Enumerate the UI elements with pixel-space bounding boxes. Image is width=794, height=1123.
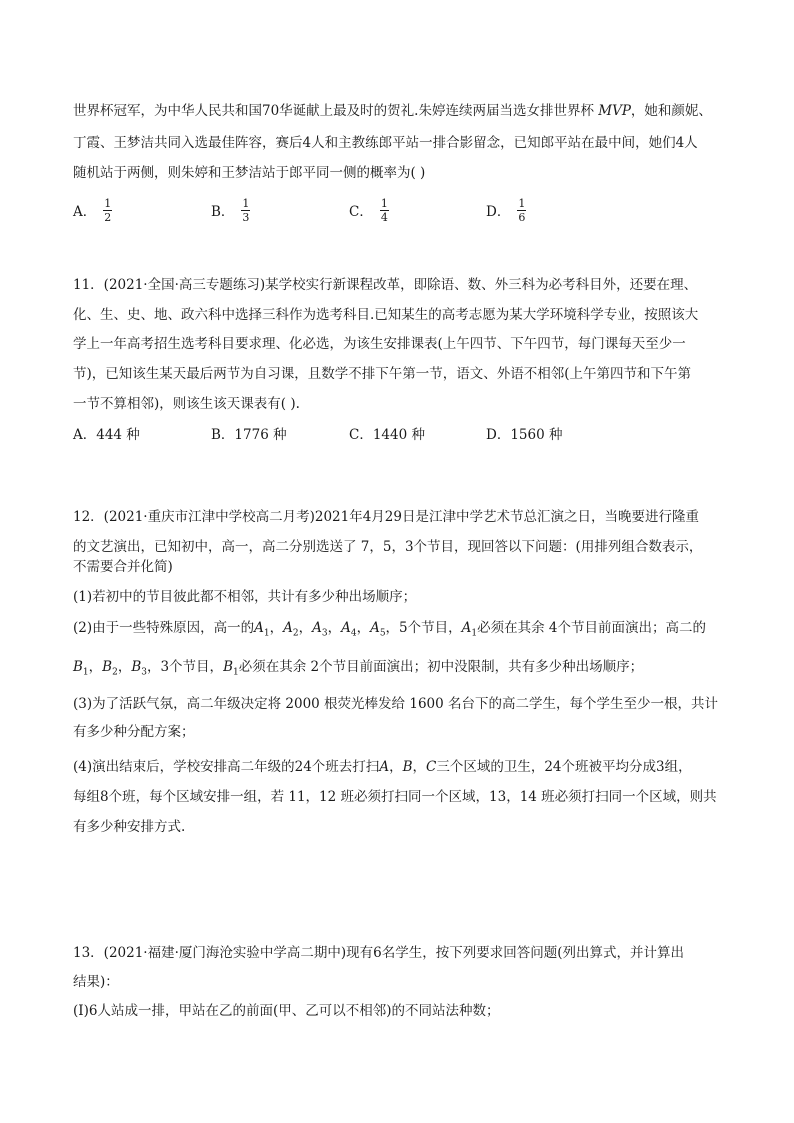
q13-line-2: 结果)： [73,974,119,990]
q11-line-5: 一节不算相邻)，则该生该天课表有( ). [73,396,300,412]
q10-option-c[interactable]: C． $\frac{1}{4}$ [349,196,388,224]
q11-line-1: 11．(2021·全国·高三专题练习)某学校实行新课程改革，即除语、数、外三科为必考科目外，还要在理、 [73,277,698,293]
q12-part-4-line-2: 每组8个班，每个区域安排一组，若 11，12 班必须打扫同一个区域，13，14 班必须打扫同一个区域，则共 [73,789,717,805]
q11-line-4: 节)，已知该生某天最后两节为自习课，且数学不排下午第一节，语文、外语不相邻(上午第四节和下午第 [73,366,692,382]
q12-part-2-line-2: $B_1$，$B_2$，$B_3$，3个节目，$B_1$必须在其余 2个节目前面演出；初中没限制，共有多少种出场顺序； [73,659,644,678]
q13-line-1: 13．(2021·福建·厦门海沧实验中学高二期中)现有6名学生，按下列要求回答问题(列出算式，并计算出 [73,945,685,961]
q12-part-4-line-3: 有多少种安排方式. [73,819,186,835]
q12-part-3-line-1: (3)为了活跃气氛，高二年级决定将 2000 根荧光棒发给 1600 名台下的高二学生，每个学生至少一根，共计 [73,696,718,712]
fraction: $\frac{1}{3}$ [242,196,250,224]
q12-part-2-line-1: (2)由于一些特殊原因，高一的$A_1$，$A_2$，$A_3$，$A_4$，$A_5$，5个节目，$A_1$必须在其余 4个节目前面演出；高二的 [73,620,707,639]
q10-option-d[interactable]: D． $\frac{1}{6}$ [486,196,526,224]
q10-line-3: 随机站于两侧，则朱婷和王梦洁站于郎平同一侧的概率为( ) [73,165,426,181]
q10-options [73,190,713,230]
fraction: $\frac{1}{6}$ [518,196,526,224]
q11-option-a[interactable]: A．444 种 [73,427,140,443]
q12-line-3: 不需要合并化简) [73,559,173,575]
q10-line-1: 世界杯冠军，为中华人民共和国70华诞献上最及时的贺礼.朱婷连续两届当选女排世界杯 MVP，她和颜妮、 [73,103,712,119]
q11-line-3: 学上一年高考招生选考科目要求理、化必选，为该生安排课表(上午四节、下午四节，每门课每天至少一 [73,336,686,352]
q12-line-1: 12．(2021·重庆市江津中学校高二月考)2021年4月29日是江津中学艺术节总汇演之日，当晚要进行隆重 [73,509,699,525]
q10-line-2: 丁霞、王梦洁共同入选最佳阵容，赛后4人和主教练郎平站一排合影留念，已知郎平站在最中间，她们4人 [73,135,698,151]
q11-line-2: 化、生、史、地、政六科中选择三科作为选考科目.已知某生的高考志愿为某大学环境科学专业，按照该大 [73,307,699,323]
q12-part-3-line-2: 有多少种分配方案； [73,724,195,740]
q12-part-1: (1)若初中的节目彼此都不相邻，共计有多少种出场顺序； [73,589,417,605]
q12-part-4-line-1: (4)演出结束后，学校安排高二年级的24个班去打扫A，B，C三个区域的卫生，24个班被平均分成3组， [73,759,692,775]
fraction: $\frac{1}{4}$ [380,196,388,224]
q11-options [73,423,713,445]
q10-option-b[interactable]: B． $\frac{1}{3}$ [211,196,250,224]
q11-option-d[interactable]: D．1560 种 [486,427,563,443]
fraction: $\frac{1}{2}$ [104,196,112,224]
q11-option-c[interactable]: C．1440 种 [349,427,425,443]
q10-option-a[interactable]: A． $\frac{1}{2}$ [73,196,112,224]
q11-option-b[interactable]: B．1776 种 [211,427,287,443]
q12-line-2: 的文艺演出，已知初中，高一，高二分别选送了 7，5，3个节目，现回答以下问题：(用排列组合数表示， [73,539,703,555]
q13-part-1: (Ⅰ)6人站成一排，甲站在乙的前面(甲、乙可以不相邻)的不同站法种数； [73,1003,500,1019]
